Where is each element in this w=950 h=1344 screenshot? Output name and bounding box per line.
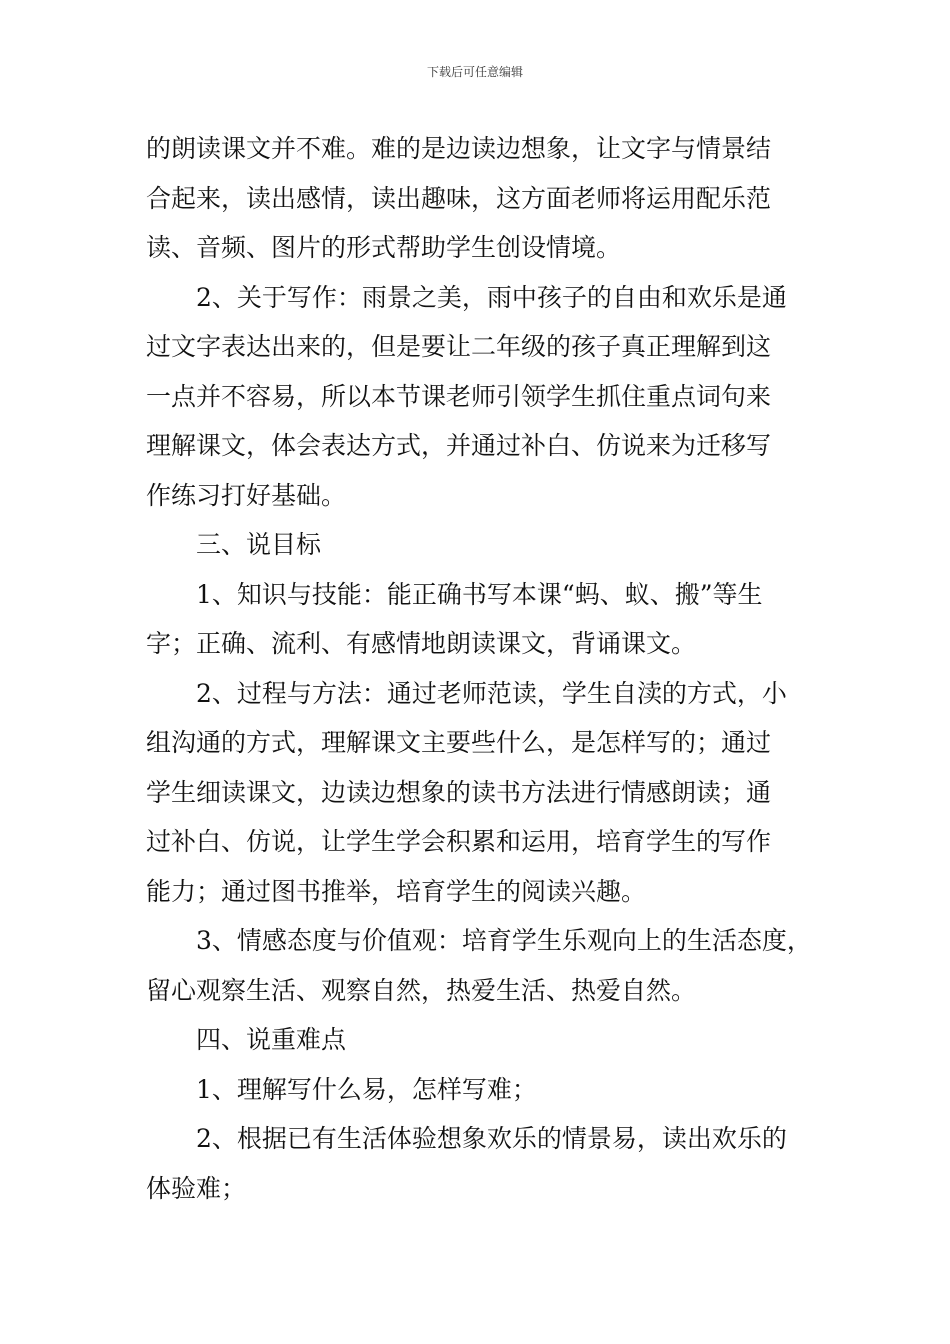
text-line: 作练习打好基础。	[146, 480, 347, 510]
text-line: 组沟通的方式，理解课文主要些什么，是怎样写的；通过	[146, 728, 772, 757]
text-line: 合起来，读出感情，读出趣味，这方面老师将运用配乐范	[146, 183, 772, 213]
text-line: 字；正确、流利、有感情地朗读课文，背诵课文。	[146, 629, 697, 658]
text-line: 3、情感态度与价值观：培育学生乐观向上的生活态度，	[196, 926, 812, 955]
page-header: 下载后可任意编辑	[426, 65, 523, 79]
text-line: 2、关于写作：雨景之美，雨中孩子的自由和欢乐是通	[196, 282, 787, 312]
text-line: 理解课文，体会表达方式，并通过补白、仿说来为迁移写	[146, 431, 772, 460]
text-line: 一点并不容易，所以本节课老师引领学生抓住重点词句来	[146, 381, 772, 411]
text-line: 的朗读课文并不难。难的是边读边想象，让文字与情景结	[146, 134, 772, 163]
text-line: 留心观察生活、观察自然，热爱生活、热爱自然。	[146, 975, 697, 1005]
text-line: 过补白、仿说，让学生学会积累和运用，培育学生的写作	[146, 827, 772, 856]
text-line: 体验难；	[146, 1173, 247, 1203]
text-line: 读、音频、图片的形式帮助学生创设情境。	[146, 233, 622, 262]
text-line: 2、根据已有生活体验想象欢乐的情景易，读出欢乐的	[196, 1124, 787, 1153]
section-heading: 四、说重难点	[196, 1025, 347, 1054]
text-line: 学生细读课文，边读边想象的读书方法进行情感朗读；通	[146, 777, 772, 807]
text-line: 过文字表达出来的，但是要让二年级的孩子真正理解到这	[146, 332, 772, 361]
document-body	[146, 124, 810, 1213]
section-heading: 三、说目标	[196, 530, 322, 559]
text-line: 1、理解写什么易，怎样写难；	[196, 1074, 537, 1104]
text-line: 能力；通过图书推举，培育学生的阅读兴趣。	[146, 876, 647, 906]
text-line: 1、知识与技能：能正确书写本课“蚂、蚁、搬”等生	[196, 579, 763, 609]
text-line: 2、过程与方法：通过老师范读，学生自渎的方式，小	[196, 678, 787, 708]
